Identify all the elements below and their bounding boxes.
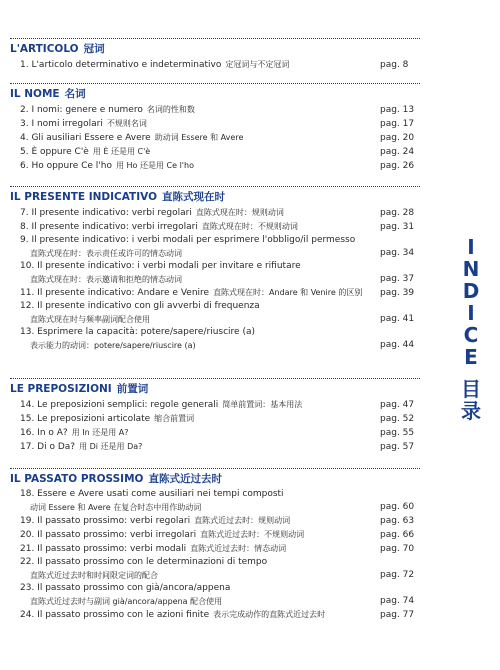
toc-entry	[10, 260, 420, 286]
entry-chinese: 直陈式近过去时：规则动词	[194, 516, 291, 525]
entry-title	[10, 159, 420, 173]
entry-chinese: 名词的性和数	[146, 105, 195, 114]
entry-title	[10, 514, 420, 528]
entry-subtitle: 表示能力的动词：potere/sapere/riuscire (a)	[30, 341, 196, 350]
entry-page-number: pag. 17	[380, 119, 415, 129]
section-title	[10, 378, 420, 398]
toc-entry	[10, 582, 420, 608]
entry-title	[10, 145, 420, 159]
toc-entry	[10, 117, 420, 131]
entry-text: 16. In o A?	[20, 428, 68, 438]
side-title-letter: D	[462, 279, 480, 303]
entry-subtitle: 直陈式现在时与频率副词配合使用	[30, 315, 150, 324]
toc-entry	[10, 426, 420, 440]
entry-title	[10, 556, 420, 569]
entry-title	[10, 582, 420, 595]
toc-entry	[10, 220, 420, 234]
entry-title	[10, 528, 420, 542]
section-articolo	[10, 38, 420, 72]
entry-subtitle: 直陈式现在时：表示邀请和拒绝的情态动词	[30, 275, 182, 284]
side-title-chinese-char: 录	[461, 399, 481, 423]
side-title-letter: E	[464, 345, 478, 369]
entry-title	[10, 426, 420, 440]
entry-title	[10, 117, 420, 131]
entry-page-number: pag. 8	[380, 60, 409, 70]
entry-chinese: 直陈式现在时：不规则动词	[201, 222, 298, 231]
toc-entry	[10, 58, 420, 72]
toc-entry	[10, 398, 420, 412]
section-title	[10, 468, 420, 488]
section-title-italian: L'ARTICOLO	[10, 43, 79, 55]
section-title-chinese: 名词	[64, 88, 86, 100]
entry-text: 3. I nomi irregolari	[20, 119, 103, 129]
section-title	[10, 38, 420, 58]
entry-page-number: pag. 70	[380, 544, 415, 554]
toc-entry	[10, 488, 420, 514]
entry-chinese: 直陈式现在时：规则动词	[195, 208, 284, 217]
entry-title	[10, 542, 420, 556]
entry-chinese: 用 È 还是用 C'è	[92, 147, 151, 156]
toc-entry	[10, 131, 420, 145]
toc-entry	[10, 145, 420, 159]
entry-page-number: pag. 77	[380, 610, 415, 620]
entry-text: 6. Ho oppure Ce l'ho	[20, 161, 112, 171]
side-title-chinese-char: 目	[461, 377, 481, 401]
section-title-italian: IL PRESENTE INDICATIVO	[10, 191, 157, 203]
entry-chinese: 缩合前置词	[154, 414, 195, 423]
entry-subtitle: 动词 Essere 和 Avere 在复合时态中用作助动词	[30, 503, 202, 512]
entry-title	[10, 220, 420, 234]
section-title	[10, 83, 420, 103]
entry-text: 18. Essere e Avere usati come ausiliari nei tempi composti	[20, 489, 284, 499]
entry-text: 1. L'articolo determinativo e indeterminativo	[20, 60, 222, 70]
side-title-letter: I	[467, 235, 475, 259]
toc-entry	[10, 234, 420, 260]
entry-page-number: pag. 60	[380, 502, 415, 512]
section-title-italian: IL PASSATO PROSSIMO	[10, 473, 144, 485]
entry-title	[10, 398, 420, 412]
entry-text: 7. Il presente indicativo: verbi regolari	[20, 208, 192, 218]
section-passato	[10, 468, 420, 622]
entry-page-number: pag. 28	[380, 208, 415, 218]
section-title-italian: LE PREPOSIZIONI	[10, 383, 112, 395]
entry-chinese: 直陈式近过去时：情态动词	[190, 544, 287, 553]
entry-chinese: 表示完成动作的直陈式近过去时	[213, 610, 326, 619]
entry-page-number: pag. 34	[380, 248, 415, 258]
entry-page-number: pag. 52	[380, 414, 415, 424]
entry-chinese: 直陈式现在时：Andare 和 Venire 的区别	[213, 288, 363, 297]
entry-page-number: pag. 55	[380, 428, 415, 438]
toc-entry	[10, 412, 420, 426]
entry-page-number: pag. 24	[380, 147, 415, 157]
entry-text: 23. Il passato prossimo con già/ancora/appena	[20, 583, 231, 593]
entry-text: 19. Il passato prossimo: verbi regolari	[20, 516, 191, 526]
section-title-italian: IL NOME	[10, 88, 60, 100]
entry-title	[10, 131, 420, 145]
entry-chinese: 定冠词与不定冠词	[225, 60, 290, 69]
entry-text: 12. Il presente indicativo con gli avverbi di frequenza	[20, 301, 260, 311]
entry-page-number: pag. 57	[380, 442, 415, 452]
toc-entry	[10, 608, 420, 622]
entry-chinese: 用 Ho 还是用 Ce l'ho	[116, 161, 194, 170]
entry-text: 10. Il presente indicativo: i verbi modali per invitare e rifiutare	[20, 261, 301, 271]
entry-page-number: pag. 66	[380, 530, 415, 540]
entry-title	[10, 260, 420, 273]
entry-chinese: 用 In 还是用 A?	[71, 428, 129, 437]
entry-page-number: pag. 63	[380, 516, 415, 526]
section-preposizioni	[10, 378, 420, 454]
entry-chinese: 简单前置词：基本用法	[222, 400, 303, 409]
toc-entry	[10, 103, 420, 117]
entry-text: 8. Il presente indicativo: verbi irregolari	[20, 222, 198, 232]
entry-text: 22. Il passato prossimo con le determinazioni di tempo	[20, 557, 268, 567]
entry-page-number: pag. 39	[380, 288, 415, 298]
toc-entry	[10, 286, 420, 300]
section-presente	[10, 186, 420, 352]
entry-subtitle: 直陈式现在时：表示责任或许可的情态动词	[30, 249, 182, 258]
entry-text: 11. Il presente indicativo: Andare e Venire	[20, 288, 210, 298]
entry-text: 14. Le preposizioni semplici: regole generali	[20, 400, 219, 410]
entry-subtitle: 直陈式近过去时和时间限定词的配合	[30, 571, 158, 580]
toc-entry	[10, 326, 420, 352]
entry-subtitle: 直陈式近过去时与副词 già/ancora/appena 配合使用	[30, 597, 223, 606]
section-title-chinese: 直陈式近过去时	[148, 473, 222, 485]
toc-entry	[10, 542, 420, 556]
entry-page-number: pag. 37	[380, 274, 415, 284]
entry-text: 13. Esprimere la capacità: potere/sapere/riuscire (a)	[20, 327, 255, 337]
entry-chinese: 助动词 Essere 和 Avere	[154, 133, 244, 142]
entry-title	[10, 300, 420, 313]
entry-page-number: pag. 13	[380, 105, 415, 115]
entry-text: 5. È oppure C'è	[20, 147, 89, 157]
entry-page-number: pag. 74	[380, 596, 415, 606]
entry-title	[10, 58, 420, 72]
entry-text: 17. Di o Da?	[20, 442, 76, 452]
entry-page-number: pag. 31	[380, 222, 415, 232]
entry-title	[10, 440, 420, 454]
entry-text: 20. Il passato prossimo: verbi irregolari	[20, 530, 197, 540]
toc-entry	[10, 528, 420, 542]
entry-title	[10, 286, 420, 300]
entry-chinese: 不规则名词	[106, 119, 147, 128]
side-title-indice	[456, 236, 486, 422]
toc-entry	[10, 556, 420, 582]
section-title	[10, 186, 420, 206]
toc-entry	[10, 440, 420, 454]
entry-page-number: pag. 20	[380, 133, 415, 143]
entry-page-number: pag. 44	[380, 340, 415, 350]
entry-chinese: 用 Di 还是用 Da?	[79, 442, 143, 451]
section-title-chinese: 直陈式现在时	[162, 191, 225, 203]
toc-entry	[10, 514, 420, 528]
entry-text: 9. Il presente indicativo: i verbi modali per esprimere l'obbligo/il permesso	[20, 235, 356, 245]
side-title-letter: I	[467, 301, 475, 325]
entry-text: 4. Gli ausiliari Essere e Avere	[20, 133, 151, 143]
entry-title	[10, 412, 420, 426]
side-title-letter: C	[463, 323, 479, 347]
section-title-chinese: 冠词	[83, 43, 105, 55]
entry-page-number: pag. 41	[380, 314, 415, 324]
toc-entry	[10, 300, 420, 326]
entry-title	[10, 103, 420, 117]
entry-title	[10, 488, 420, 501]
side-title-letter: N	[462, 257, 480, 281]
entry-chinese: 直陈式近过去时：不规则动词	[200, 530, 305, 539]
entry-text: 15. Le preposizioni articolate	[20, 414, 151, 424]
toc-entry	[10, 206, 420, 220]
entry-text: 2. I nomi: genere e numero	[20, 105, 143, 115]
entry-page-number: pag. 47	[380, 400, 415, 410]
entry-title	[10, 608, 420, 622]
entry-page-number: pag. 72	[380, 570, 415, 580]
section-nome	[10, 83, 420, 173]
toc-entry	[10, 159, 420, 173]
entry-page-number: pag. 26	[380, 161, 415, 171]
section-title-chinese: 前置词	[116, 383, 149, 395]
entry-text: 24. Il passato prossimo con le azioni finite	[20, 610, 210, 620]
entry-text: 21. Il passato prossimo: verbi modali	[20, 544, 187, 554]
entry-title	[10, 206, 420, 220]
entry-title	[10, 234, 420, 247]
entry-title	[10, 326, 420, 339]
